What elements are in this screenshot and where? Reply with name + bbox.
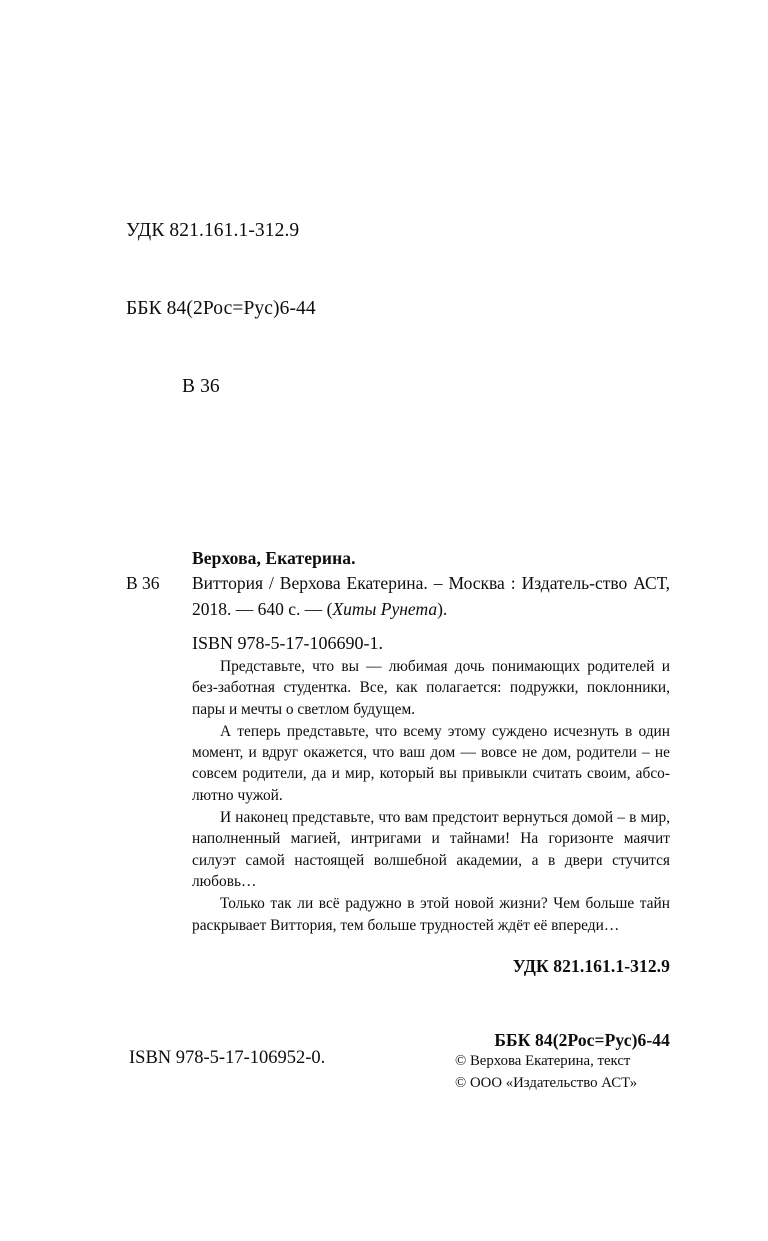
classification-block (126, 166, 316, 452)
annotation-paragraph: А теперь представьте, что всему этому суждено исчезнуть в один момент, и вдруг окажется, что ваш дом — вовсе не дом, родители – не совсем родители, да и мир, который вы привыкли считать своим, абсо-лютно чужой. (192, 722, 670, 804)
bibliographic-record (126, 546, 670, 656)
shelf-mark-top: В 36 (182, 376, 220, 397)
record-series-title: Хиты Рунета (332, 598, 438, 619)
annotation-text (192, 656, 670, 936)
record-description-lead: Виттория / Верхова Екатерина. – Москва : Издатель-ство АСТ, 2018. — 640 с. — ( (192, 573, 670, 619)
copyright-block (455, 1050, 637, 1094)
record-description-tail: ). (437, 598, 448, 619)
udk-code-bold: УДК 821.161.1-312.9 (512, 956, 670, 976)
annotation-paragraph: Только так ли всё радужно в этой новой жизни? Чем больше тайн раскрывает Виттория, тем больше трудностей ждёт её впереди… (192, 895, 670, 934)
record-description (192, 571, 670, 622)
record-author: Верхова, Екатерина. (192, 548, 356, 568)
footer-isbn: ISBN 978-5-17-106952-0. (129, 1048, 326, 1068)
bbk-code: ББК 84(2Рос=Рус)6-44 (126, 298, 316, 319)
udk-code: УДК 821.161.1-312.9 (126, 220, 300, 241)
annotation-paragraph: И наконец представьте, что вам предстоит вернуться домой – в мир, наполненный магией, интригами и тайнами! На горизонте маячит силуэт самой настоящей волшебной академии, а в двери стучится любовь… (192, 809, 670, 890)
record-body (126, 571, 670, 622)
copyright-author: © Верхова Екатерина, текст (455, 1053, 631, 1069)
shelf-mark-record: В 36 (126, 573, 160, 593)
copyright-publisher: © ООО «Издательство АСТ» (455, 1075, 638, 1091)
bbk-code-bold: ББК 84(2Рос=Рус)6-44 (494, 1029, 670, 1050)
annotation-paragraph: Представьте, что вы — любимая дочь понимающих родителей и без-заботная студентка. Все, как полагается: подружки, поклонники, пары и мечты о светлом будущем. (192, 658, 670, 718)
record-isbn: ISBN 978-5-17-106690-1. (192, 633, 383, 653)
